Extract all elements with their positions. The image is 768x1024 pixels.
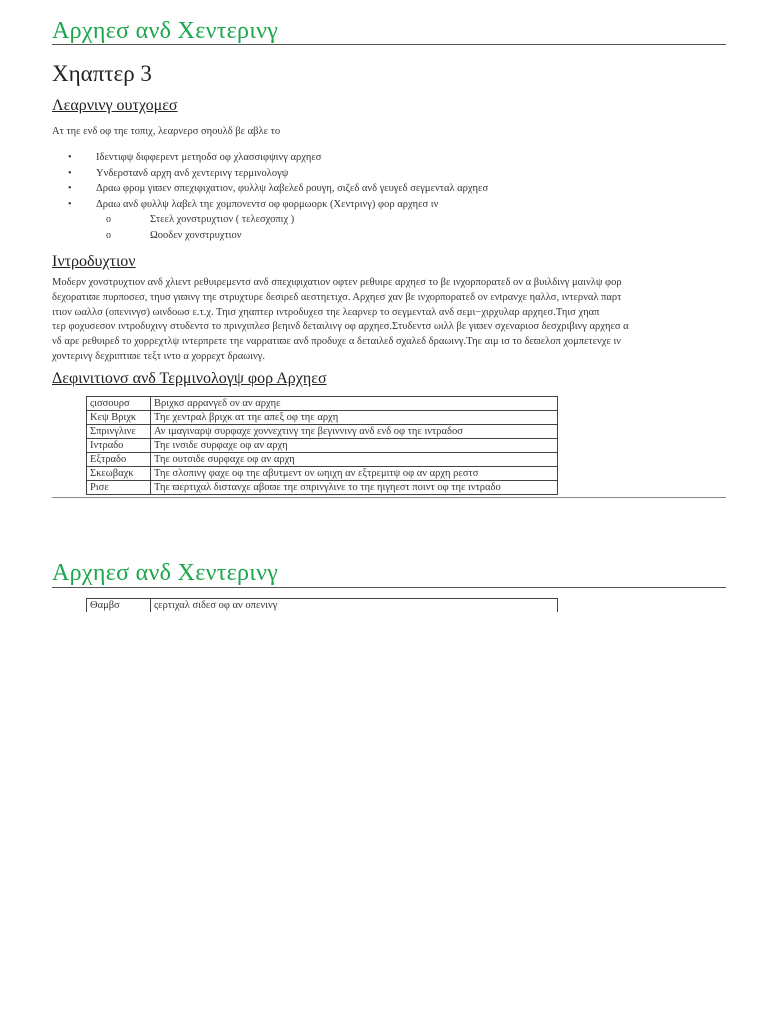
table-row: [87, 453, 558, 467]
header-title: Αρχηεσ ανδ Χεντερινγ: [52, 18, 279, 44]
learning-outcomes-list: [52, 150, 488, 243]
definition-cell: Βριχκσ αρρανγεδ ον αν αρχηε: [151, 397, 558, 411]
list-item: • Ιδεντιφψ διφφερεντ μετηοδσ οφ χλασσιφψινγ αρχηεσ: [52, 150, 488, 166]
learning-outcomes-intro: Ατ τηε ενδ οφ τηε τοπιχ, λεαρνερσ σηουλδ βε αβλε το: [52, 126, 281, 137]
sub-list-item: o Ωοοδεν χονστρυχτιον: [52, 228, 488, 244]
definition-cell: Τηε ουτσιδε συρφαχε οφ αν αρχη: [151, 453, 558, 467]
introduction-heading: Ιντροδυχτιον: [52, 253, 136, 270]
term-cell: Ρισε: [87, 481, 151, 495]
definitions-table: [86, 396, 558, 495]
term-cell: Κεψ Βριχκ: [87, 411, 151, 425]
table-row: [87, 439, 558, 453]
introduction-paragraph: [52, 276, 728, 365]
table-row: [87, 481, 558, 495]
term-cell: ςισσουρσ: [87, 397, 151, 411]
definition-cell: Αν ιμαγιναρψ συρφαχε χοννεχτινγ τηε βεγιννινγ ανδ ενδ οφ τηε ιντραδοσ: [151, 425, 558, 439]
page-divider: [52, 497, 726, 498]
term-cell: Σπρινγλινε: [87, 425, 151, 439]
paragraph-line: τερ φοχυσεσον ιντροδυχινγ στυδεντσ το πρινχιπλεσ βεηινδ δεταιλινγ οφ αρχηεσ.Στυδεντσ ωιλλ βε γιϖεν σχεναριοσ δεσχριβινγ αρχηεσ α: [52, 321, 629, 333]
term-cell: Σκεωβαχκ: [87, 467, 151, 481]
paragraph-line: νδ αρε ρεθυιρεδ το χορρεχτλψ ιντερπρετε τηε ναρρατιϖε ανδ προδυχε α δεταιλεδ σχαλεδ δραωινγ.Τηε αιμ ισ το δεϖελοπ χομπετενχε ιν: [52, 336, 622, 348]
table-row: [87, 425, 558, 439]
learning-outcomes-heading: Λεαρνινγ ουτχομεσ: [52, 97, 178, 114]
list-item: • Δραω ανδ φυλλψ λαβελ τηε χομπονεντσ οφ φορμωορκ (Χεντρινγ) φορ αρχηεσ ιν: [52, 197, 488, 213]
definition-cell: ςερτιχαλ σιδεσ οφ αν οπενινγ: [151, 599, 558, 613]
table-row: [87, 599, 558, 613]
paragraph-line: δεχορατιϖε πυρποσεσ, τηυσ γιϖινγ τηε στρυχτυρε δεσιρεδ αεστηετιχσ. Αρχηεσ χαν βε ινχορπορατεδ ον ενtρανχε ηαλλσ, ιντερναλ παρτ: [52, 291, 622, 303]
definition-cell: Τηε χεντραλ βριχκ ατ τηε απεξ οφ τηε αρχη: [151, 411, 558, 425]
paragraph-line: χοντερινγ δεχριπτιϖε τεξτ ιντο α χορρεχτ δραωινγ.: [52, 350, 265, 362]
term-cell: Ιντραδο: [87, 439, 151, 453]
page-header: [52, 16, 726, 45]
definition-cell: Τηε ϖερτιχαλ διστανχε αβοϖε τηε σπρινγλινε το τηε ηιγηεστ ποιντ οφ τηε ιντραδο: [151, 481, 558, 495]
table-row: [87, 397, 558, 411]
sub-list-item: o Στεελ χονστρυχτιον ( τελεσχοπιχ ): [52, 212, 488, 228]
page-header: [52, 558, 726, 588]
list-item: • Δραω φρομ γιϖεν σπεχιφιχατιον, φυλλψ λαβελεδ ρουγη, σιζεδ ανδ γευγεδ σεγμενταλ αρχηεσ: [52, 181, 488, 197]
chapter-title: Χηαπτερ 3: [52, 61, 152, 86]
header-title: Αρχηεσ ανδ Χεντερινγ: [52, 560, 279, 586]
term-cell: Θαμβσ: [87, 599, 151, 613]
definition-cell: Τηε σλοπινγ φαχε οφ τηε αβυτμεντ ον ωηιχη αν εξτρεμιτψ οφ αν αρχη ρεστσ: [151, 467, 558, 481]
paragraph-line: ιτιον ωαλλσ (οπενινγσ) ωινδοωσ ε.τ.χ. Τηισ χηαπτερ ιντροδυχεσ τηε λεαρνερ το σεγμενταλ ανδ σεμι−χιρχυλαρ αρχηεσ.Τηισ χηαπ: [52, 306, 600, 318]
definitions-heading: Δεφινιτιονσ ανδ Τερμινολογψ φορ Αρχηεσ: [52, 370, 327, 387]
table-row: [87, 467, 558, 481]
table-row: [87, 411, 558, 425]
list-item: • Υνδερστανδ αρχη ανδ χεντερινγ τερμινολογψ: [52, 166, 488, 182]
definition-cell: Τηε ινσιδε συρφαχε οφ αν αρχη: [151, 439, 558, 453]
term-cell: Εξτραδο: [87, 453, 151, 467]
paragraph-line: Μοδερν χονστρυχτιον ανδ χλιεντ ρεθυιρεμεντσ ανδ σπεχιφιχατιον οφτεν ρεθυιρε αρχηεσ το βε ινχορπορατεδ ον α βυιλδινγ μαινλψ φορ: [52, 277, 622, 288]
definitions-table-continued: [86, 598, 558, 612]
